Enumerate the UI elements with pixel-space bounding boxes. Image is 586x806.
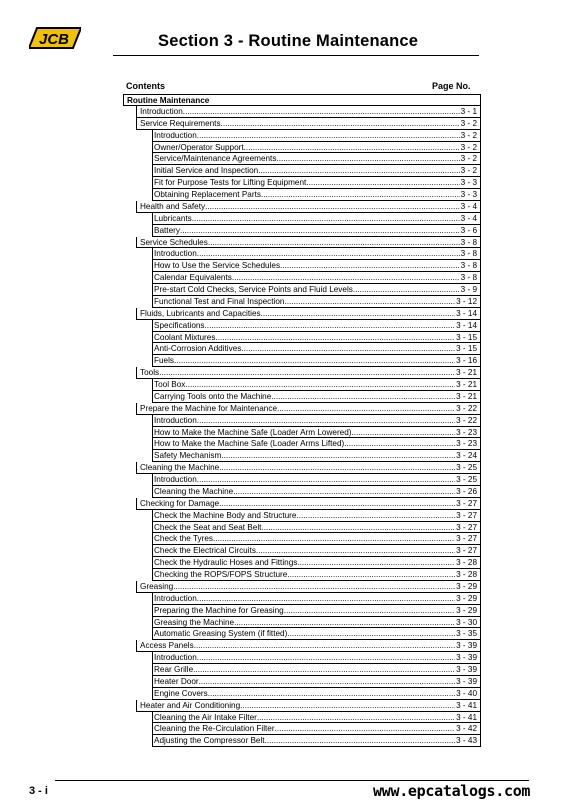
toc-entry-title: How to Make the Machine Safe (Loader Arm Lowered) (154, 427, 352, 437)
toc-leader-dots (284, 296, 455, 307)
toc-entry-title: Checking the ROPS/FOPS Structure (154, 570, 288, 579)
toc-entry[interactable] (152, 415, 481, 427)
toc-entry-page: 3 - 29 (456, 593, 477, 603)
page-number-heading: Page No. (432, 81, 471, 91)
toc-entry[interactable] (152, 284, 481, 296)
page-number: 3 - i (29, 785, 48, 797)
toc-entry-page: 3 - 23 (456, 439, 477, 449)
toc-leader-dots (213, 533, 455, 544)
toc-leader-dots (241, 343, 455, 354)
toc-entry-page: 3 - 41 (456, 700, 477, 710)
toc-entry[interactable] (136, 403, 481, 415)
toc-leader-dots (208, 688, 455, 699)
toc-entry[interactable] (152, 177, 481, 189)
toc-entry[interactable] (136, 581, 481, 593)
toc-entry[interactable] (152, 189, 481, 201)
toc-entry[interactable] (152, 533, 481, 545)
toc-entry-page: 3 - 21 (456, 391, 477, 401)
toc-entry[interactable] (136, 700, 481, 712)
toc-entry-page: 3 - 3 (460, 190, 477, 199)
toc-entry-page: 3 - 2 (460, 142, 477, 152)
toc-entry[interactable] (152, 688, 481, 700)
toc-entry-page: 3 - 39 (456, 665, 477, 674)
toc-leader-dots (287, 628, 455, 639)
jcb-logo (29, 27, 81, 49)
toc-leader-dots (219, 462, 455, 473)
toc-entry-page: 3 - 15 (456, 332, 477, 342)
toc-leader-dots (306, 177, 459, 188)
toc-leader-dots (234, 617, 455, 628)
toc-entry[interactable] (152, 391, 481, 403)
toc-entry-title: Engine Covers (154, 688, 208, 698)
toc-entry-title: Check the Hydraulic Hoses and Fittings (154, 558, 298, 568)
toc-entry-page: 3 - 22 (456, 403, 477, 413)
toc-leader-dots (297, 557, 455, 568)
toc-entry[interactable] (152, 332, 481, 344)
toc-entry-page: 3 - 14 (456, 308, 477, 318)
toc-leader-dots (221, 450, 455, 461)
toc-entry-title: Fuels (154, 356, 175, 366)
toc-entry[interactable] (152, 248, 481, 260)
toc-entry-page: 3 - 40 (456, 688, 477, 698)
toc-entry-title: Tool Box (154, 380, 186, 389)
toc-entry-page: 3 - 4 (460, 213, 477, 223)
toc-entry[interactable] (152, 450, 481, 462)
toc-entry-title: Preparing the Machine for Greasing (154, 605, 284, 615)
toc-entry-title: Fluids, Lubricants and Capacities (140, 308, 261, 318)
toc-leader-dots (197, 130, 460, 141)
toc-leader-dots (258, 165, 459, 176)
toc-entry-page: 3 - 21 (456, 380, 477, 389)
toc-leader-dots (261, 522, 455, 533)
toc-entry-title: Introduction (154, 653, 197, 663)
toc-leader-dots (193, 664, 455, 675)
toc-entry[interactable] (152, 510, 481, 522)
toc-entry-title: How to Make the Machine Safe (Loader Arms Lifted) (154, 439, 345, 449)
toc-leader-dots (261, 308, 455, 319)
toc-leader-dots (271, 391, 455, 402)
toc-entry-page: 3 - 29 (456, 605, 477, 615)
toc-leader-dots (277, 403, 455, 414)
toc-leader-dots (174, 355, 455, 366)
toc-entry-title: Service/Maintenance Agreements (154, 154, 277, 164)
title-divider (113, 55, 479, 56)
toc-entry[interactable] (152, 545, 481, 557)
toc-entry[interactable] (152, 593, 481, 605)
toc-entry-title: Cleaning the Machine (154, 486, 234, 496)
toc-leader-dots (275, 723, 455, 734)
toc-entry-title: Rear Grille (154, 665, 194, 674)
toc-entry-page: 3 - 30 (456, 617, 477, 627)
toc-entry[interactable] (152, 474, 481, 486)
toc-entry[interactable] (152, 343, 481, 355)
toc-leader-dots (233, 486, 455, 497)
toc-leader-dots (180, 225, 460, 236)
toc-entry-title: Checking for Damage (140, 498, 220, 508)
toc-entry[interactable] (152, 486, 481, 498)
toc-entry-title: Introduction (154, 415, 197, 425)
toc-entry-page: 3 - 3 (460, 178, 477, 188)
toc-entry[interactable] (152, 605, 481, 617)
toc-leader-dots (257, 712, 455, 723)
toc-entry-page: 3 - 39 (456, 641, 477, 651)
jcb-logo-text: JCB (38, 31, 70, 48)
footer-divider (55, 780, 529, 781)
toc-entry-title: Coolant Mixtures (154, 332, 216, 342)
toc-entry[interactable] (152, 617, 481, 629)
toc-leader-dots (185, 379, 455, 390)
toc-entry-title: Automatic Greasing System (if fitted) (154, 629, 288, 639)
toc-entry-title: Anti-Corrosion Additives (154, 344, 242, 354)
toc-entry-title: Heater Door (154, 676, 199, 686)
toc-entry-title: Check the Electrical Circuits (154, 546, 256, 556)
toc-leader-dots (197, 593, 455, 604)
toc-entry-page: 3 - 2 (460, 118, 477, 128)
toc-entry[interactable] (152, 130, 481, 142)
toc-entry[interactable] (152, 427, 481, 439)
toc-entry-title: Calendar Equivalents (154, 273, 232, 283)
toc-entry-page: 3 - 39 (456, 653, 477, 663)
toc-entry-page: 3 - 1 (460, 106, 477, 116)
page-title: Section 3 - Routine Maintenance (158, 32, 419, 50)
toc-entry-title: Introduction (154, 593, 197, 603)
toc-entry[interactable] (152, 438, 481, 450)
toc-entry[interactable] (152, 628, 481, 640)
toc-entry-page: 3 - 8 (460, 273, 477, 283)
toc-entry[interactable] (152, 557, 481, 569)
toc-entry[interactable] (152, 165, 481, 177)
toc-entry-title: Access Panels (140, 641, 194, 651)
toc-leader-dots (240, 700, 455, 711)
toc-entry-title: Tools (140, 368, 160, 378)
toc-leader-dots (194, 640, 455, 651)
toc-entry-title: Cleaning the Machine (140, 463, 220, 473)
toc-entry-title: Obtaining Replacement Parts (154, 190, 261, 199)
toc-leader-dots (183, 106, 460, 117)
toc-entry[interactable] (152, 355, 481, 367)
toc-leader-dots (208, 237, 460, 248)
toc-entry[interactable] (152, 664, 481, 676)
toc-entry-title: Prepare the Machine for Maintenance (140, 403, 277, 413)
toc-entry-page: 3 - 28 (456, 570, 477, 579)
toc-leader-dots (276, 153, 459, 164)
toc-leader-dots (265, 735, 455, 746)
toc-entry-title: Fit for Purpose Tests for Lifting Equipment (154, 178, 307, 188)
toc-leader-dots (296, 510, 455, 521)
toc-entry-title: Carrying Tools onto the Machine (154, 391, 272, 401)
toc-entry-title: Greasing the Machine (154, 617, 235, 627)
toc-leader-dots (244, 142, 460, 153)
toc-entry[interactable] (136, 640, 481, 652)
toc-entry[interactable] (136, 308, 481, 320)
website-watermark: www.epcatalogs.com (373, 782, 531, 800)
toc-leader-dots (284, 605, 455, 616)
toc-entry-title: Introduction (154, 249, 197, 259)
toc-entry[interactable] (152, 225, 481, 237)
toc-entry-title: Lubricants (154, 213, 192, 223)
toc-entry-title: Functional Test and Final Inspection (154, 296, 285, 306)
toc-entry[interactable] (152, 260, 481, 272)
toc-entry[interactable] (152, 735, 481, 747)
toc-leader-dots (280, 260, 460, 271)
toc-leader-dots (256, 545, 455, 556)
toc-entry-page: 3 - 8 (460, 249, 477, 259)
toc-entry[interactable] (136, 237, 481, 249)
table-of-contents (123, 94, 481, 747)
toc-entry[interactable] (152, 272, 481, 284)
toc-entry-title: How to Use the Service Schedules (154, 261, 281, 271)
toc-entry-page: 3 - 12 (456, 296, 477, 306)
toc-entry-page: 3 - 27 (456, 498, 477, 508)
toc-leader-dots (159, 367, 455, 378)
toc-leader-dots (197, 474, 455, 485)
toc-entry[interactable] (136, 118, 481, 130)
toc-entry-title: Adjusting the Compressor Belt (154, 736, 265, 746)
toc-entry[interactable] (152, 652, 481, 664)
toc-leader-dots (219, 498, 455, 509)
toc-entry[interactable] (136, 462, 481, 474)
toc-entry-page: 3 - 42 (456, 724, 477, 734)
toc-entry-page: 3 - 28 (456, 558, 477, 568)
toc-entry-page: 3 - 23 (456, 427, 477, 437)
toc-entry-page: 3 - 41 (456, 712, 477, 722)
toc-entry-title: Introduction (154, 130, 197, 140)
toc-leader-dots (221, 118, 460, 129)
toc-entry[interactable] (152, 213, 481, 225)
toc-entry[interactable] (136, 106, 481, 118)
toc-leader-dots (205, 201, 460, 212)
toc-entry-page: 3 - 15 (456, 344, 477, 354)
toc-entry-page: 3 - 39 (456, 676, 477, 686)
toc-entry-page: 3 - 4 (460, 201, 477, 211)
toc-entry-page: 3 - 16 (456, 356, 477, 366)
toc-entry-page: 3 - 27 (456, 534, 477, 544)
toc-leader-dots (205, 320, 456, 331)
toc-entry-title: Pre-start Cold Checks, Service Points and Fluid Levels (154, 285, 353, 294)
toc-leader-dots (353, 284, 460, 295)
toc-leader-dots (344, 438, 455, 449)
toc-entry-page: 3 - 8 (460, 237, 477, 247)
toc-entry-page: 3 - 14 (456, 320, 477, 330)
toc-leader-dots (215, 332, 455, 343)
toc-leader-dots (261, 189, 460, 200)
toc-entry-page: 3 - 2 (460, 154, 477, 164)
toc-entry-page: 3 - 9 (460, 285, 477, 294)
toc-entry-title: Routine Maintenance (127, 96, 210, 105)
toc-entry-page: 3 - 24 (456, 451, 477, 461)
toc-entry-page: 3 - 8 (460, 261, 477, 271)
toc-entry-page: 3 - 43 (456, 736, 477, 746)
toc-entry[interactable] (152, 569, 481, 581)
toc-entry-page: 3 - 27 (456, 510, 477, 520)
toc-entry-page: 3 - 25 (456, 463, 477, 473)
toc-entry[interactable] (152, 296, 481, 308)
toc-entry-page: 3 - 27 (456, 546, 477, 556)
toc-leader-dots (352, 427, 456, 438)
toc-leader-dots (192, 213, 460, 224)
toc-entry[interactable] (136, 498, 481, 510)
toc-section-heading (123, 94, 481, 106)
toc-entry-title: Service Schedules (140, 237, 208, 247)
toc-entry-page: 3 - 26 (456, 486, 477, 496)
toc-entry[interactable] (152, 676, 481, 688)
toc-entry-title: Health and Safety (140, 201, 206, 211)
toc-entry-title: Service Requirements (140, 118, 221, 128)
toc-entry[interactable] (136, 201, 481, 213)
toc-entry[interactable] (152, 522, 481, 534)
toc-leader-dots (197, 415, 455, 426)
toc-leader-dots (287, 569, 455, 580)
toc-leader-dots (199, 676, 455, 687)
toc-entry-title: Greasing (140, 581, 174, 591)
toc-entry-page: 3 - 2 (460, 166, 477, 176)
toc-leader-dots (197, 652, 455, 663)
toc-leader-dots (232, 272, 460, 283)
toc-entry-title: Check the Tyres (154, 534, 214, 544)
toc-entry[interactable] (152, 153, 481, 165)
toc-entry-title: Heater and Air Conditioning (140, 700, 241, 710)
toc-entry-title: Cleaning the Air Intake Filter (154, 712, 257, 722)
toc-entry[interactable] (152, 320, 481, 332)
toc-entry-title: Safety Mechanism (154, 451, 222, 461)
toc-entry-page: 3 - 35 (456, 629, 477, 639)
toc-entry-page: 3 - 22 (456, 415, 477, 425)
toc-entry-title: Cleaning the Re-Circulation Filter (154, 724, 275, 734)
toc-entry[interactable] (152, 379, 481, 391)
toc-entry-title: Check the Machine Body and Structure (154, 510, 297, 520)
toc-entry[interactable] (152, 723, 481, 735)
toc-leader-dots (197, 248, 460, 259)
toc-entry[interactable] (152, 712, 481, 724)
toc-entry-title: Introduction (140, 106, 183, 116)
contents-heading: Contents (126, 81, 165, 91)
toc-entry-page: 3 - 29 (456, 581, 477, 591)
toc-entry-page: 3 - 2 (460, 130, 477, 140)
toc-entry-title: Specifications (154, 320, 205, 330)
toc-entry-page: 3 - 21 (456, 368, 477, 378)
toc-entry-page: 3 - 25 (456, 475, 477, 484)
toc-leader-dots (173, 581, 455, 592)
toc-entry-title: Check the Seat and Seat Belt (154, 522, 262, 532)
toc-entry[interactable] (136, 367, 481, 379)
toc-entry-page: 3 - 6 (460, 225, 477, 235)
toc-entry-title: Battery (154, 225, 180, 235)
toc-entry[interactable] (152, 142, 481, 154)
toc-entry-title: Introduction (154, 475, 197, 484)
toc-entry-page: 3 - 27 (456, 522, 477, 532)
toc-entry-title: Owner/Operator Support (154, 142, 244, 152)
toc-entry-title: Initial Service and Inspection (154, 166, 259, 176)
